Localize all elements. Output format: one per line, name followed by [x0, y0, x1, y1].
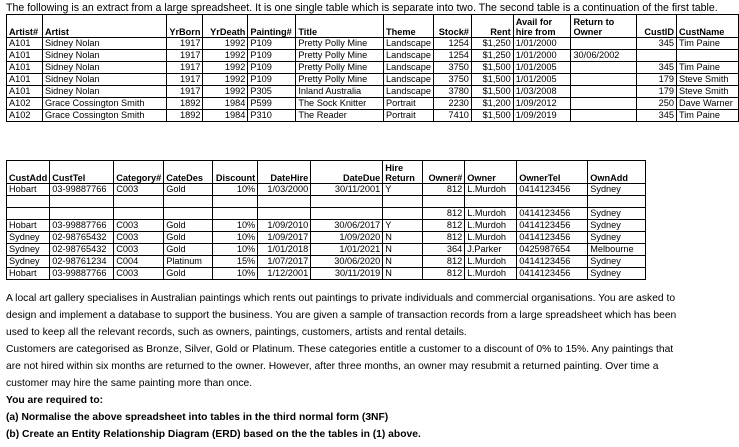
table-cell: A101 — [7, 74, 43, 86]
table-cell — [311, 196, 383, 208]
table-cell: 0414123456 — [517, 256, 588, 268]
table-cell: P310 — [248, 110, 296, 122]
table-cell: 7410 — [434, 110, 472, 122]
description-line: used to keep all the relevant records, such as owners, paintings, customers, artists and rental details. — [6, 327, 467, 338]
table-cell: 1992 — [203, 62, 248, 74]
table-cell: A101 — [7, 50, 43, 62]
column-header: Rent — [471, 15, 513, 38]
table-cell: L.Murdoh — [465, 208, 517, 220]
table-cell: Gold — [164, 232, 213, 244]
table-cell — [213, 208, 258, 220]
table-cell: The Sock Knitter — [296, 98, 384, 110]
column-header: CustAdd — [7, 161, 50, 184]
column-header: CustTel — [50, 161, 114, 184]
table-cell — [213, 196, 258, 208]
table-cell: A102 — [7, 98, 43, 110]
table-cell: A101 — [7, 86, 43, 98]
table-cell — [383, 196, 423, 208]
table-cell: Grace Cossington Smith — [42, 98, 166, 110]
table-cell: Pretty Polly Mine — [296, 62, 384, 74]
table-row — [7, 50, 739, 62]
table-cell: 1254 — [434, 38, 472, 50]
table-row — [7, 62, 739, 74]
table-cell: Portrait — [384, 98, 434, 110]
table-cell: Tim Paine — [676, 62, 738, 74]
column-header: Return to Owner — [571, 15, 637, 38]
table-cell: Gold — [164, 184, 213, 196]
table-cell: Landscape — [384, 74, 434, 86]
table-cell: 02-98765432 — [50, 244, 114, 256]
table-cell: 1/12/2001 — [258, 268, 311, 280]
table-cell: 1917 — [166, 86, 203, 98]
table-row — [7, 244, 646, 256]
table-cell: 1917 — [166, 62, 203, 74]
table-cell: 1/01/2000 — [513, 50, 571, 62]
table-cell: $1,200 — [471, 98, 513, 110]
table-cell — [676, 50, 738, 62]
table-row — [7, 98, 739, 110]
table-cell — [7, 208, 50, 220]
table-cell — [383, 208, 423, 220]
table-cell: Sydney — [588, 184, 646, 196]
table-cell: Landscape — [384, 38, 434, 50]
table-cell: N — [383, 232, 423, 244]
table-cell — [50, 208, 114, 220]
table-cell: 1/03/2000 — [258, 184, 311, 196]
table-cell: 30/11/2019 — [311, 268, 383, 280]
table-cell: P109 — [248, 50, 296, 62]
table-cell: Sydney — [588, 256, 646, 268]
column-header: YrDeath — [203, 15, 248, 38]
table-cell: 2230 — [434, 98, 472, 110]
table-cell: L.Murdoh — [465, 256, 517, 268]
table-row — [7, 220, 646, 232]
table-cell: 3780 — [434, 86, 472, 98]
table-cell: 0414123456 — [517, 232, 588, 244]
table-cell: N — [383, 268, 423, 280]
description-line: are not hired within six months are returned to the owner. However, after three months, an owner may resubmit a returned painting. Over time a — [6, 361, 659, 372]
table-cell: Hobart — [7, 220, 50, 232]
table-cell: Sydney — [588, 220, 646, 232]
table-cell: $1,500 — [471, 62, 513, 74]
table-cell: 345 — [637, 110, 677, 122]
table-cell — [571, 86, 637, 98]
table-cell: C004 — [114, 256, 164, 268]
table-cell: Sydney — [7, 244, 50, 256]
table-row — [7, 38, 739, 50]
table-cell: Sidney Nolan — [42, 86, 166, 98]
table-cell — [50, 196, 114, 208]
table-row — [7, 208, 646, 220]
table-cell: 03-99887766 — [50, 268, 114, 280]
table-cell: 1992 — [203, 86, 248, 98]
table-cell — [517, 196, 588, 208]
table-cell: P599 — [248, 98, 296, 110]
table-cell: 179 — [637, 86, 677, 98]
table-cell — [588, 196, 646, 208]
column-header: Category# — [114, 161, 164, 184]
table-cell: 1992 — [203, 50, 248, 62]
table-cell: 02-98765432 — [50, 232, 114, 244]
table-cell: Sydney — [588, 208, 646, 220]
table-cell: Sydney — [7, 256, 50, 268]
column-header: Title — [296, 15, 384, 38]
column-header: Artist# — [7, 15, 43, 38]
requirements-heading: You are required to: — [6, 395, 104, 406]
table-cell: 10% — [213, 268, 258, 280]
table-cell: Hobart — [7, 184, 50, 196]
table-cell: 1/03/2008 — [513, 86, 571, 98]
table-cell: Landscape — [384, 62, 434, 74]
table-cell: 30/06/2017 — [311, 220, 383, 232]
table-cell: 15% — [213, 256, 258, 268]
table-cell: Hobart — [7, 268, 50, 280]
spacer-row — [7, 196, 646, 208]
table-row — [7, 86, 739, 98]
column-header: DateDue — [311, 161, 383, 184]
table-cell: 364 — [423, 244, 465, 256]
table-cell: 0414123456 — [517, 268, 588, 280]
table-cell: C003 — [114, 268, 164, 280]
column-header: Stock# — [434, 15, 472, 38]
spreadsheet-table-part-2 — [6, 160, 646, 280]
table-row — [7, 184, 646, 196]
table-row — [7, 256, 646, 268]
table-cell: 03-99887766 — [50, 220, 114, 232]
spreadsheet-table-part-1 — [6, 14, 739, 122]
column-header: Theme — [384, 15, 434, 38]
table-cell: $1,250 — [471, 50, 513, 62]
table-cell — [7, 196, 50, 208]
table-cell: 10% — [213, 232, 258, 244]
table-cell: Sydney — [588, 232, 646, 244]
table-cell: P109 — [248, 38, 296, 50]
table-cell: C003 — [114, 220, 164, 232]
table-cell: 1917 — [166, 74, 203, 86]
table-cell: 30/06/2020 — [311, 256, 383, 268]
table-cell: Sidney Nolan — [42, 74, 166, 86]
table-cell: Y — [383, 184, 423, 196]
table-cell: Y — [383, 220, 423, 232]
table-cell: Pretty Polly Mine — [296, 74, 384, 86]
table-cell: Inland Australia — [296, 86, 384, 98]
column-header: CateDes — [164, 161, 213, 184]
table-cell: 3750 — [434, 62, 472, 74]
description-line: customer may hire the same painting more than once. — [6, 378, 253, 389]
table-cell: 10% — [213, 244, 258, 256]
table-cell: L.Murdoh — [465, 268, 517, 280]
column-header: DateHire — [258, 161, 311, 184]
table-cell: Tim Paine — [676, 110, 738, 122]
table-cell: A101 — [7, 38, 43, 50]
table-cell: 1/09/2020 — [311, 232, 383, 244]
table-cell — [571, 62, 637, 74]
table-cell: Landscape — [384, 86, 434, 98]
table-cell: 812 — [423, 256, 465, 268]
description-line: A local art gallery specialises in Australian paintings which rents out paintings to private individuals and commercial organisations. You are asked to — [6, 293, 676, 304]
table-cell: 02-98761234 — [50, 256, 114, 268]
table-cell: Melbourne — [588, 244, 646, 256]
table-cell — [114, 196, 164, 208]
table-cell: 1/01/2005 — [513, 62, 571, 74]
column-header: OwnAdd — [588, 161, 646, 184]
table-cell: 345 — [637, 62, 677, 74]
table-cell: Steve Smith — [676, 74, 738, 86]
table-cell — [637, 50, 677, 62]
table-cell: 1992 — [203, 74, 248, 86]
table-cell: 0414123456 — [517, 220, 588, 232]
table-row — [7, 268, 646, 280]
table-cell: A101 — [7, 62, 43, 74]
table-cell: 30/06/2002 — [571, 50, 637, 62]
table-cell: $1,500 — [471, 110, 513, 122]
table-cell: N — [383, 256, 423, 268]
table-cell: Platinum — [164, 256, 213, 268]
table-cell: Tim Paine — [676, 38, 738, 50]
table-cell: 0414123456 — [517, 208, 588, 220]
table-cell: N — [383, 244, 423, 256]
column-header: Artist — [42, 15, 166, 38]
table-cell: 345 — [637, 38, 677, 50]
table-cell: 812 — [423, 208, 465, 220]
column-header: Discount — [213, 161, 258, 184]
requirement-item-b: (b) Create an Entity Relationship Diagram (ERD) based on the the tables in (1) above. — [6, 429, 421, 440]
table-cell: Sydney — [7, 232, 50, 244]
table-cell — [571, 74, 637, 86]
column-header: Owner# — [423, 161, 465, 184]
table-cell: Landscape — [384, 50, 434, 62]
table-cell: 1/01/2018 — [258, 244, 311, 256]
table-cell: 10% — [213, 184, 258, 196]
table-cell: Pretty Polly Mine — [296, 50, 384, 62]
table-cell: Sidney Nolan — [42, 38, 166, 50]
table-cell: 1/09/2017 — [258, 232, 311, 244]
table-cell: 1992 — [203, 38, 248, 50]
table-cell: 30/11/2001 — [311, 184, 383, 196]
table-cell: 1892 — [166, 98, 203, 110]
table-cell: Sidney Nolan — [42, 62, 166, 74]
table-cell: 10% — [213, 220, 258, 232]
table-cell: 250 — [637, 98, 677, 110]
table-cell: 812 — [423, 184, 465, 196]
table-cell — [258, 208, 311, 220]
table-cell — [571, 98, 637, 110]
table-cell: 1/01/2021 — [311, 244, 383, 256]
table-cell: 3750 — [434, 74, 472, 86]
table-cell: 1/09/2012 — [513, 98, 571, 110]
table-cell: Portrait — [384, 110, 434, 122]
table-cell: 812 — [423, 220, 465, 232]
table-cell: 1917 — [166, 38, 203, 50]
table-cell: C003 — [114, 184, 164, 196]
table-cell — [571, 110, 637, 122]
table-cell: 1/01/2005 — [513, 74, 571, 86]
table-cell: 1892 — [166, 110, 203, 122]
column-header: OwnerTel — [517, 161, 588, 184]
description-line: Customers are categorised as Bronze, Silver, Gold or Platinum. These categories entitle a customer to a discount of 0% to 15%. Any paintings that — [6, 344, 674, 355]
table-cell: 812 — [423, 232, 465, 244]
table-cell: Gold — [164, 244, 213, 256]
table-cell — [114, 208, 164, 220]
table-cell: 1984 — [203, 110, 248, 122]
column-header: Painting# — [248, 15, 296, 38]
table-row — [7, 232, 646, 244]
table-row — [7, 74, 739, 86]
table-cell: The Reader — [296, 110, 384, 122]
table-cell: $1,500 — [471, 86, 513, 98]
table-cell: C003 — [114, 232, 164, 244]
column-header: CustName — [676, 15, 738, 38]
table-cell: 1917 — [166, 50, 203, 62]
table-cell — [311, 208, 383, 220]
table-cell: P109 — [248, 74, 296, 86]
requirement-item-a: (a) Normalise the above spreadsheet into tables in the third normal form (3NF) — [6, 412, 389, 423]
table-cell: Sidney Nolan — [42, 50, 166, 62]
table-cell: J.Parker — [465, 244, 517, 256]
table-cell: A102 — [7, 110, 43, 122]
table-cell: 03-99887766 — [50, 184, 114, 196]
table-cell — [258, 196, 311, 208]
table-cell: Gold — [164, 220, 213, 232]
table-row — [7, 110, 739, 122]
table-cell: P109 — [248, 62, 296, 74]
column-header: YrBorn — [166, 15, 203, 38]
column-header: Owner — [465, 161, 517, 184]
table-cell: 179 — [637, 74, 677, 86]
table-cell — [571, 38, 637, 50]
intro-text: The following is an extract from a large spreadsheet. It is one single table which is separate into two. The second table is a continuation of the first table. — [6, 2, 718, 14]
table-cell: L.Murdoh — [465, 184, 517, 196]
table-cell: 1/09/2010 — [258, 220, 311, 232]
table-cell: 1/09/2019 — [513, 110, 571, 122]
column-header: CustID — [637, 15, 677, 38]
table-cell — [164, 196, 213, 208]
table-cell: Sydney — [588, 268, 646, 280]
table-cell: 812 — [423, 268, 465, 280]
table-cell: 1/01/2000 — [513, 38, 571, 50]
table-cell: L.Murdoh — [465, 232, 517, 244]
table-cell: $1,250 — [471, 38, 513, 50]
table-cell: Steve Smith — [676, 86, 738, 98]
column-header: Hire Return — [383, 161, 423, 184]
description-line: design and implement a database to support the business. You are given a sample of transaction records from a large spreadsheet which has been — [6, 310, 677, 321]
table-cell: 0414123456 — [517, 184, 588, 196]
table-cell: 0425987654 — [517, 244, 588, 256]
table-cell: Dave Warner — [676, 98, 738, 110]
column-header: Avail for hire from — [513, 15, 571, 38]
table-cell — [164, 208, 213, 220]
table-cell: 1/07/2017 — [258, 256, 311, 268]
table-cell: 1984 — [203, 98, 248, 110]
table-cell: Pretty Polly Mine — [296, 38, 384, 50]
table-cell: Grace Cossington Smith — [42, 110, 166, 122]
table-cell: C003 — [114, 244, 164, 256]
table-cell: $1,500 — [471, 74, 513, 86]
table-cell: L.Murdoh — [465, 220, 517, 232]
table-cell: Gold — [164, 268, 213, 280]
table-cell: 1254 — [434, 50, 472, 62]
table-cell: P305 — [248, 86, 296, 98]
table-cell — [465, 196, 517, 208]
table-cell — [423, 196, 465, 208]
